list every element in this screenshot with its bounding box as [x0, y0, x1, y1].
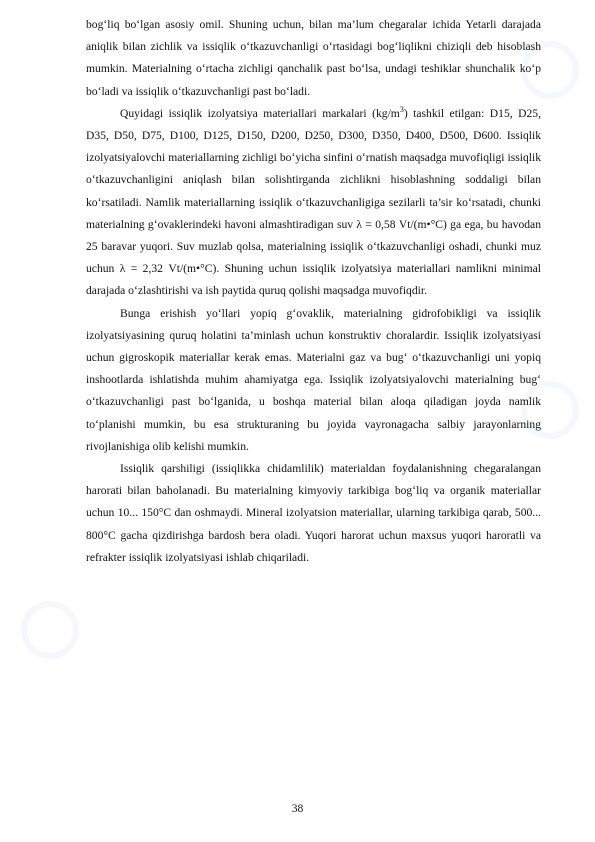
- superscript-3: 3: [399, 104, 404, 114]
- document-body: [86, 14, 541, 569]
- page-number: 38: [291, 802, 304, 815]
- paragraph-2-text-start: Quyidagi issiqlik izolyatsiya materiallari markalari (kg/m: [120, 106, 400, 120]
- paragraph-1: bog‘liq bo‘lgan asosiy omil. Shuning uchun, bilan ma’lum chegaralar ichida Yetarli darajada aniqlik bilan zichlik va issiqlik o‘tkazuvchanligi o‘rtasidagi bog‘liqlikni chiziqli deb hisoblash mumkin. Materialning o‘rtacha zichligi qanchalik past bo‘lsa, undagi teshiklar shunchalik ko‘p bo‘ladi va issiqlik o‘tkazuvchanligi past bo‘ladi.: [86, 18, 541, 98]
- paragraph-2: [86, 103, 541, 303]
- watermark-logo-icon: [20, 600, 80, 660]
- paragraph-4: Issiqlik qarshiligi (issiqlikka chidamlilik) materialdan foydalanishning chegaralangan harorati bilan baholanadi. Bu materialning kimyoviy tarkibiga bog‘liq va organik materiallar uchun 10... 150°C dan oshmaydi. Mineral izolyatsion materiallar, ularning tarkibiga qarab, 500... 800°C gacha qizdirishga bardosh bera oladi. Yuqori harorat uchun maxsus yuqori haroratli va refrakter issiqlik izolyatsiyasi ishlab chiqariladi.: [86, 462, 541, 564]
- paragraph-2-text-end: ) tashkil etilgan: D15, D25, D35, D50, D75, D100, D125, D150, D200, D250, D300, D350, D400, D500, D600. Issiqlik izolyatsiyalovchi materiallarning zichligi bo‘yicha sinfini o‘rnatish maqsadga muvofiqligi issiqlik o‘tkazuvchanligini aniqlash bilan solishtirganda zichlikni hisoblashning soddaligi bilan ko‘rsatiladi. Namlik materiallarning issiqlik o‘tkazuvchanligiga sezilarli ta’sir ko‘rsatadi, chunki materialning g‘ovaklerindeki havoni almashtiradigan suv λ = 0,58 Vt/(m•°C) ga ega, bu havodan 25 baravar yuqori. Suv muzlab qolsa, materialning issiqlik o‘tkazuvchanligi oshadi, chunki muz uchun λ = 2,32 Vt/(m•°C). Shuning uchun issiqlik izolyatsiya materiallari namlikni minimal darajada o‘zlashtirishi va ish paytida quruq qolishi maqsadga muvofiqdir.: [86, 106, 542, 298]
- paragraph-3: Bunga erishish yo‘llari yopiq g‘ovaklik, materialning gidrofobikligi va issiqlik izolyatsiyasining quruq holatini ta’minlash uchun konstruktiv choralardir. Issiqlik izolyatsiyasi uchun gigroskopik materiallar kerak emas. Materialni gaz va bug‘ o‘tkazuvchanligi uni yopiq inshootlarda ishlatishda muhim ahamiyatga ega. Issiqlik izolyatsiyalovchi materialning bug‘ o‘tkazuvchanligi past bo‘lganida, u boshqa material bilan aloqa qiladigan joyda namlik to‘planishi mumkin, bu esa strukturaning bu joyida vayronagacha salbiy jarayonlarning rivojlanishiga olib kelishi mumkin.: [86, 306, 541, 453]
